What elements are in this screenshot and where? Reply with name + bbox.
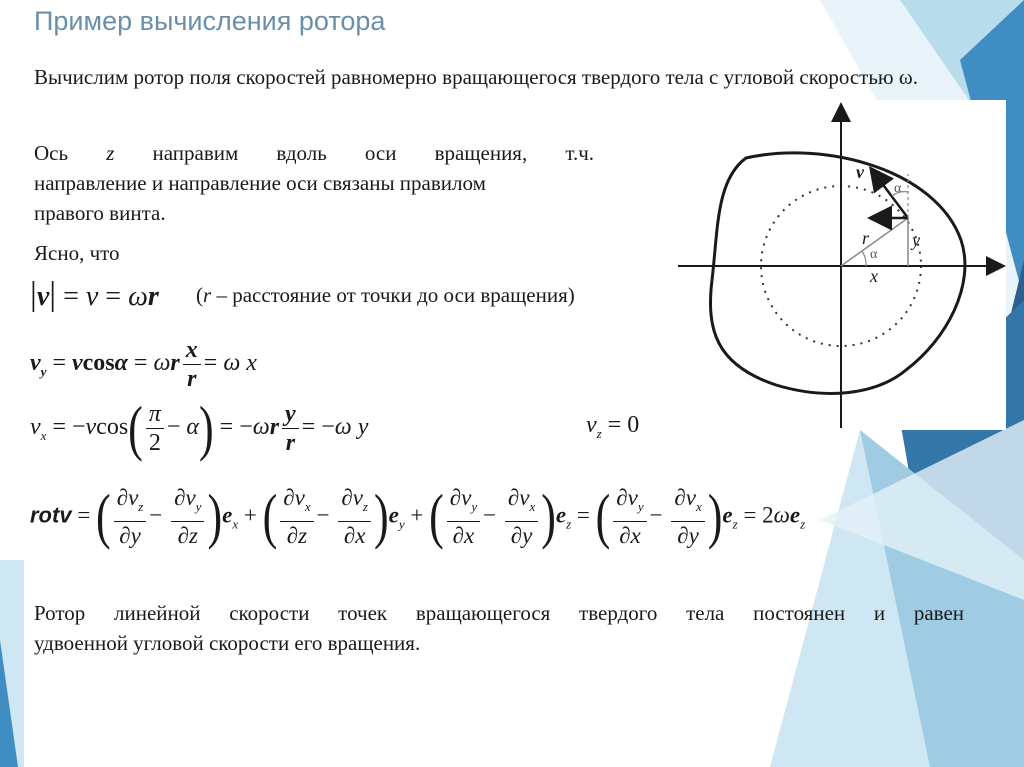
angle-arc-bottom	[862, 251, 866, 266]
label-x: x	[870, 266, 878, 286]
conclusion-paragraph	[34, 598, 964, 658]
fraction-x-r: $\frac{x}{r}$	[183, 336, 201, 393]
r-note-text: расстояние от точки до оси вращения)	[232, 283, 575, 307]
label-alpha-top: α	[894, 181, 902, 196]
equation-vz: $v_z = 0$	[586, 412, 640, 441]
rotation-diagram-svg	[676, 100, 1006, 430]
conclusion-line-1: Ротор линейной скорости точек вращающегося твердого тела постоянен и равен	[34, 601, 964, 625]
fraction-pi-2: $\frac{\pi}{2}$	[146, 400, 164, 457]
label-r: r	[862, 228, 870, 248]
axis-line-1-a: Ось	[34, 141, 69, 165]
fraction-y-r: $\frac{y}{r}$	[282, 400, 299, 457]
axis-z-symbol: z	[106, 141, 115, 165]
conclusion-line-2: удвоенной угловой скорости его вращения.	[34, 631, 421, 655]
page-title: Пример вычисления ротора	[34, 6, 386, 36]
equation-vy: $v_y = vcos\alpha = \omega r$ $\frac{x}{r}$ = ω x	[30, 337, 257, 392]
rotation-diagram	[676, 100, 1006, 430]
label-v: v	[856, 162, 864, 182]
equation-speed: |v| = v = ωr	[30, 276, 159, 313]
axis-line-2: направление и направление оси связаны правилом	[34, 171, 486, 195]
r-note-r: r	[203, 283, 212, 307]
label-alpha-bottom: α	[870, 247, 878, 262]
axis-line-1-b: направим вдоль оси вращения, т.ч.	[152, 141, 595, 165]
axis-paragraph	[34, 138, 594, 228]
axis-line-1	[34, 138, 594, 168]
axis-line-3: правого винта.	[34, 201, 166, 225]
r-note: (r – расстояние от точки до оси вращения)	[196, 283, 575, 307]
rigid-body-outline	[710, 153, 964, 394]
r-note-dash: –	[211, 283, 233, 307]
equation-rot: rotv = ( $\frac{\partial v_z}{\partial y}$ − $\frac{\partial v_y}{\partial z}$ )$e_x$ + ( $\frac{\partial v_x}{\partial z}$ − $\frac{\partial v_z}{\partial x}$ )$e_y$ + ( $\frac{\partial v_y}{\partial x}$ − $\frac{\partial v_x}{\partial y}$ )$e_z$ = ( $\frac{\partial v_y}{\partial x}$ − $\frac{\partial v_x}{\partial y}$ )$e_z = 2\omega e_z$	[30, 482, 806, 551]
label-y: y	[912, 230, 920, 250]
intro-paragraph: Вычислим ротор поля скоростей равномерно вращающегося твердого тела с угловой скоростью ω.	[34, 65, 918, 89]
equation-vx: $v_x = -vcos$( $\frac{\pi}{2}$ − α) = −ωr $\frac{y}{r}$ = −ω y	[30, 393, 369, 463]
clearly-text: Ясно, что	[34, 241, 120, 265]
